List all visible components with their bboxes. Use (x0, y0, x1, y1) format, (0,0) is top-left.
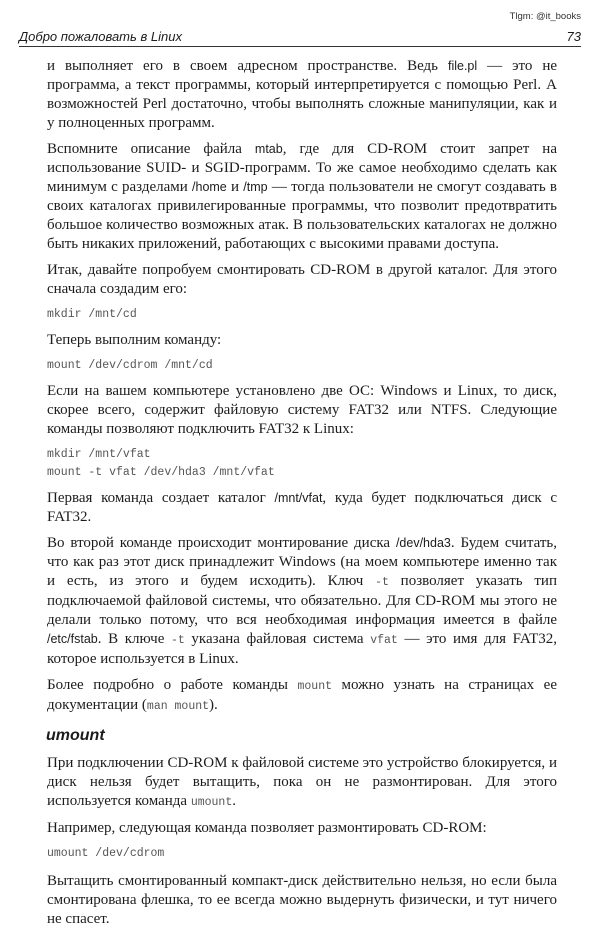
paragraph: Вытащить смонтированный компакт-диск действительно нельзя, но если была смонтирована флешка, то ее всегда можно выдернуть физически, и тут ничего не спасет. (47, 873, 557, 927)
inline-path: /etc/fstab (47, 632, 98, 646)
code-block (47, 306, 557, 324)
inline-code: -t (170, 634, 185, 647)
code-line: mkdir /mnt/vfat (47, 448, 151, 461)
page-header (19, 26, 581, 47)
code-line: umount /dev/cdrom (47, 847, 165, 860)
paragraph: Во второй команде происходит монтирование диска /dev/hda3. Будем считать, что как раз этот диск принадлежит Windows (на моем компьютере именно так и есть, из этого и будем исходить). Ключ -t позволяет указать тип подключаемой файловой системы, что обязательно. Для CD-ROM мы этого не делали только потому, что вся необходимая информация имеется в файле /etc/fstab. В ключе -t указана файловая система vfat — это имя для FAT32, которое используется в Linux. (47, 535, 557, 667)
paragraph: Более подробно о работе команды mount можно узнать на страницах ее документации (man mount). (47, 677, 558, 713)
code-block (47, 446, 557, 482)
code-line: mount -t vfat /dev/hda3 /mnt/vfat (47, 466, 275, 479)
paragraph: Если на вашем компьютере установлено две ОС: Windows и Linux, то диск, скорее всего, содержит файловую систему FAT32 или NTFS. Следующие команды позволяют подключить FAT32 к Linux: (47, 383, 557, 437)
inline-code: -t (375, 576, 389, 589)
code-line: mount /dev/cdrom /mnt/cd (47, 359, 213, 372)
paragraph: Например, следующая команда позволяет размонтировать CD-ROM: (47, 820, 487, 836)
inline-path: /home (192, 180, 227, 194)
section-heading: umount (46, 727, 105, 744)
paragraph: Теперь выполним команду: (47, 332, 222, 348)
paragraph: Итак, давайте попробуем смонтировать CD-ROM в другой каталог. Для этого сначала создадим его: (47, 262, 557, 297)
paragraph: Первая команда создает каталог /mnt/vfat, куда будет подключаться диск с FAT32. (47, 490, 557, 525)
page-body (47, 57, 557, 936)
inline-filename: mtab (254, 142, 283, 156)
code-line: mkdir /mnt/cd (47, 308, 137, 321)
inline-code: mount (297, 680, 333, 693)
watermark-label: Tlgm: @it_books (509, 11, 581, 22)
inline-code: umount (190, 796, 233, 809)
code-block (47, 845, 557, 863)
running-title: Добро пожаловать в Linux (19, 29, 182, 44)
paragraph: Вспомните описание файла mtab, где для CD-ROM стоит запрет на использование SUID- и SGID-программ. То же самое необходимо сделать как минимум с разделами /home и /tmp — тогда пользователи не смогут создавать в своих каталогах привилегированные программы, что позволит предотвратить большое количество возможных атак. В пользовательских каталогах не должно быть никаких приложений, работающих с высокими правами доступа. (47, 141, 557, 252)
inline-code: man mount (146, 700, 210, 713)
page-number: 73 (566, 29, 581, 44)
inline-filename: file.pl (447, 59, 478, 73)
inline-path: /tmp (243, 180, 268, 194)
inline-path: /dev/hda3 (395, 536, 451, 550)
code-block (47, 357, 557, 375)
paragraph: При подключении CD-ROM к файловой системе это устройство блокируется, и диск нельзя будет вытащить, пока он не размонтирован. Для этого используется команда umount. (47, 755, 557, 809)
paragraph: и выполняет его в своем адресном пространстве. Ведь file.pl — это не программа, а текст программы, который интерпретируется с помощью Perl. А возможностей Perl достаточно, чтобы выполнять сложные манипуляции, как и у полноценных программ. (47, 58, 557, 131)
inline-path: /mnt/vfat (274, 491, 323, 505)
inline-code: vfat (370, 634, 398, 647)
